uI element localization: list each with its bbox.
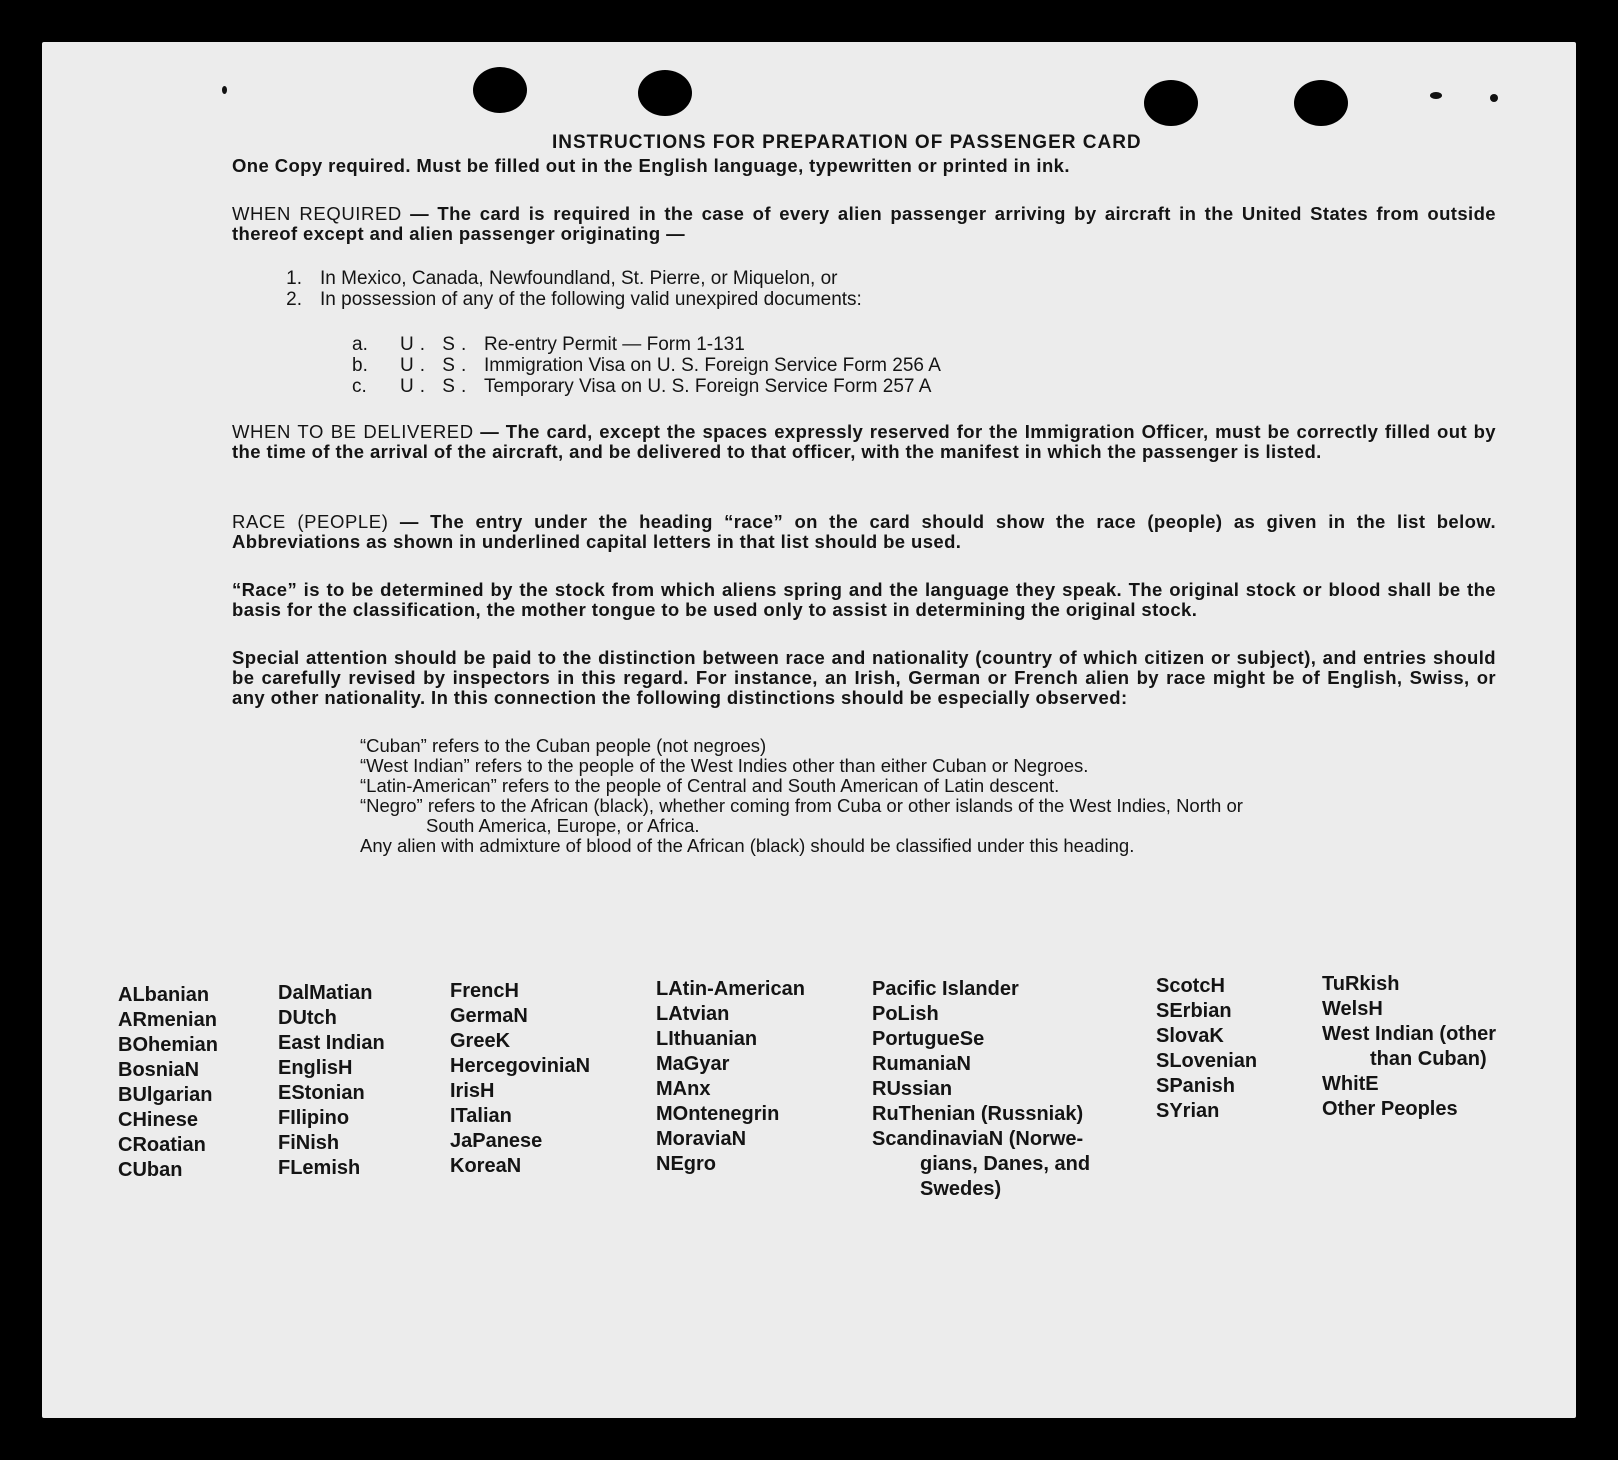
item-prefix: U. S. — [400, 355, 473, 376]
race-entry: FiNish — [278, 1132, 340, 1154]
race-entry: FLemish — [278, 1157, 361, 1179]
race-entry: EStonian — [278, 1082, 365, 1104]
punch-hole-1 — [473, 67, 527, 113]
distinction-line: “Latin-American” refers to the people of Central and South American of Latin descent. — [360, 775, 1060, 796]
race-entry: MoraviaN — [656, 1128, 747, 1150]
race-entry: ALbanian — [118, 984, 210, 1006]
special-attention-paragraph — [232, 648, 1496, 708]
race-entry: GermaN — [450, 1005, 528, 1027]
when-delivered-section — [232, 422, 1496, 462]
race-entry: GreeK — [450, 1030, 511, 1052]
race-entry: JaPanese — [450, 1130, 543, 1152]
race-entry: HercegoviniaN — [450, 1055, 591, 1077]
race-entry: LAtvian — [656, 1003, 730, 1025]
race-entry: SLovenian — [1156, 1050, 1258, 1072]
race-column-4 — [656, 977, 805, 1177]
race-entry: ScandinaviaN (Norwe- — [872, 1128, 1084, 1150]
distinction-line: “Cuban” refers to the Cuban people (not negroes) — [360, 735, 767, 756]
race-entry: CRoatian — [118, 1134, 206, 1156]
race-entry: BUlgarian — [118, 1084, 213, 1106]
item-text: Temporary Visa on U. S. Foreign Service Form 257 A — [484, 376, 932, 397]
race-column-2 — [278, 981, 385, 1181]
punch-hole-2 — [638, 70, 692, 116]
race-entry: gians, Danes, and — [920, 1153, 1091, 1175]
item-text: In Mexico, Canada, Newfoundland, St. Pierre, or Miquelon, or — [320, 268, 838, 289]
punch-hole-4 — [1294, 80, 1348, 126]
distinction-line: South America, Europe, or Africa. — [426, 815, 700, 836]
when-required-section — [232, 204, 1496, 244]
list-item — [352, 334, 941, 355]
race-entry: SPanish — [1156, 1075, 1235, 1097]
race-people-section — [232, 512, 1496, 552]
punch-hole-3 — [1144, 80, 1198, 126]
item-number: 2. — [286, 289, 302, 310]
documents-list — [352, 334, 941, 397]
race-entry: PortugueSe — [872, 1028, 985, 1050]
race-entry: Other Peoples — [1322, 1098, 1458, 1120]
race-entry: CUban — [118, 1159, 183, 1181]
list-item — [272, 268, 862, 289]
race-entry: EnglisH — [278, 1057, 353, 1079]
race-entry: MaGyar — [656, 1053, 730, 1075]
item-text: Re-entry Permit — Form 1-131 — [484, 334, 745, 355]
item-prefix: U. S. — [400, 334, 473, 355]
race-entry: ARmenian — [118, 1009, 217, 1031]
race-entry: IrisH — [450, 1080, 495, 1102]
item-prefix: U. S. — [400, 376, 473, 397]
when-required-heading: WHEN REQUIRED — [232, 203, 402, 224]
race-entry: West Indian (other — [1322, 1023, 1497, 1045]
distinction-line: “Negro” refers to the African (black), whether coming from Cuba or other islands of the West Indies, North or — [360, 795, 1243, 816]
race-people-text: — The entry under the heading “race” on the card should show the race (people) as given in the list below. Abbreviations as shown in underlined capital letters in that list should be used. — [232, 511, 1496, 552]
race-determined-text: “Race” is to be determined by the stock from which aliens spring and the language they speak. The original stock or blood shall be the basis for the classification, the mother tongue to be used only to assist in determining the original stock. — [232, 579, 1496, 620]
item-number: 1. — [286, 268, 302, 289]
race-column-5 — [872, 977, 1090, 1202]
item-text: In possession of any of the following valid unexpired documents: — [320, 289, 862, 310]
race-entry: DUtch — [278, 1007, 337, 1029]
distinction-line: “West Indian” refers to the people of the West Indies other than either Cuban or Negroes. — [360, 755, 1089, 776]
race-entry: WhitE — [1322, 1073, 1379, 1095]
conditions-list — [272, 268, 862, 310]
distinctions-list — [360, 736, 1500, 856]
special-attention-text: Special attention should be paid to the distinction between race and nationality (country of which citizen or subject), and entries should be carefully revised by inspectors in this regard. For instance, an Irish, German or French alien by race might be of English, Swiss, or any other nationality. In this connection the following distinctions should be especially observed: — [232, 647, 1496, 708]
race-entry: DalMatian — [278, 982, 373, 1004]
item-letter: a. — [352, 334, 368, 355]
race-column-3 — [450, 979, 590, 1179]
list-item — [352, 355, 941, 376]
race-entry: CHinese — [118, 1109, 199, 1131]
race-entry: RUssian — [872, 1078, 953, 1100]
race-entry: East Indian — [278, 1032, 385, 1054]
race-entry: TuRkish — [1322, 973, 1400, 995]
race-entry: PoLish — [872, 1003, 939, 1025]
race-entry: SlovaK — [1156, 1025, 1224, 1047]
intro-line: One Copy required. Must be filled out in the English language, typewritten or printed in ink. — [232, 155, 1070, 176]
item-letter: b. — [352, 355, 368, 376]
race-column-1 — [118, 983, 218, 1183]
race-entry: LAtin-American — [656, 978, 805, 1000]
item-letter: c. — [352, 376, 367, 397]
race-entry: Pacific Islander — [872, 978, 1019, 1000]
race-determined-paragraph — [232, 580, 1496, 620]
speck-mark — [222, 86, 227, 94]
race-entry: ScotcH — [1156, 975, 1225, 997]
list-item — [272, 289, 862, 310]
intro-text — [232, 156, 1492, 176]
race-entry: MOntenegrin — [656, 1103, 780, 1125]
speck-mark — [1430, 92, 1442, 99]
race-column-6 — [1156, 974, 1257, 1124]
race-entry: SYrian — [1156, 1100, 1220, 1122]
list-item — [352, 376, 941, 397]
race-entry: BosniaN — [118, 1059, 200, 1081]
race-entry: FIlipino — [278, 1107, 350, 1129]
race-entry: RuThenian (Russniak) — [872, 1103, 1084, 1125]
race-entry: than Cuban) — [1370, 1048, 1487, 1070]
race-entry: MAnx — [656, 1078, 711, 1100]
when-delivered-text: — The card, except the spaces expressly reserved for the Immigration Officer, must be correctly filled out by the time of the arrival of the aircraft, and be delivered to that officer, with the manifest in which the passenger is listed. — [232, 421, 1496, 462]
race-entry: NEgro — [656, 1153, 716, 1175]
race-entry: SErbian — [1156, 1000, 1232, 1022]
page-title: INSTRUCTIONS FOR PREPARATION OF PASSENGER CARD — [552, 132, 1142, 153]
when-delivered-heading: WHEN TO BE DELIVERED — [232, 421, 474, 442]
race-column-7 — [1322, 972, 1496, 1122]
document-page — [42, 42, 1576, 1418]
race-people-heading: RACE (PEOPLE) — [232, 511, 389, 532]
race-entry: Swedes) — [920, 1178, 1002, 1200]
race-entry: BOhemian — [118, 1034, 219, 1056]
race-entry: LIthuanian — [656, 1028, 758, 1050]
speck-mark — [1490, 94, 1498, 102]
race-entry: ITalian — [450, 1105, 512, 1127]
distinction-line: Any alien with admixture of blood of the African (black) should be classified under this heading. — [360, 835, 1135, 856]
race-entry: RumaniaN — [872, 1053, 971, 1075]
race-entry: FrencH — [450, 980, 519, 1002]
race-entry: KoreaN — [450, 1155, 522, 1177]
when-required-text: — The card is required in the case of every alien passenger arriving by aircraft in the United States from outside thereof except and alien passenger originating — — [232, 203, 1496, 244]
item-text: Immigration Visa on U. S. Foreign Service Form 256 A — [484, 355, 941, 376]
race-entry: WelsH — [1322, 998, 1383, 1020]
